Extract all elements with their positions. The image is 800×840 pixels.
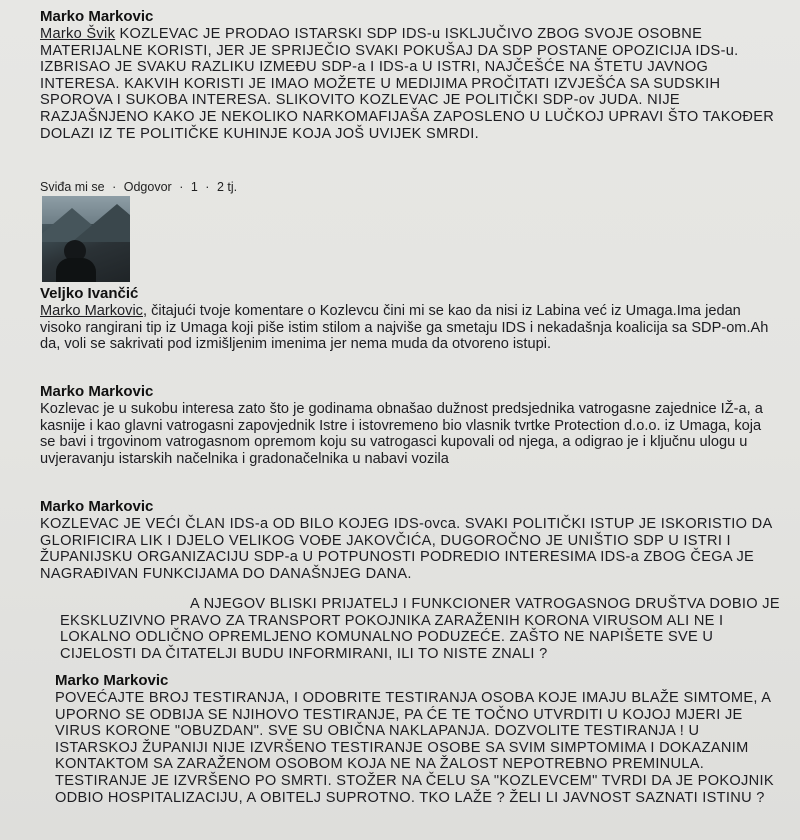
separator: · [112,180,117,194]
comment-author[interactable]: Marko Markovic [40,8,154,25]
comment-author[interactable]: Marko Markovic [55,672,169,689]
avatar-person-body [56,258,96,282]
timestamp[interactable]: 2 tj. [216,180,238,194]
mention-link[interactable]: Marko Markovic [40,303,143,319]
comment-body: KOZLEVAC JE PRODAO ISTARSKI SDP IDS-u ISKLJUČIVO ZBOG SVOJE OSOBNE MATERIJALNE KORISTI, JER JE SPRIJEČIO SVAKI POKUŠAJ DA SDP POSTANE OPOZICIJA IDS-u. IZBRISAO JE SVAKU RAZLIKU IZMEĐU SDP-a I IDS-a U ISTRI, NAJČEŠĆE NA ŠTETU JAVNOG INTERESA. KAKVIH KORISTI JE IMAO MOŽETE U MEDIJIMA PROČITATI IZVJEŠĆA SA SUDSKIH SPOROVA I SUKOBA INTERESA. SLIKOVITO KOZLEVAC JE POLITIČKI SDP-ov JUDA. NIJE RAZJAŠNJENO KAKO JE NEKOLIKO NARKOMAFIJAŠA ZAPOSLENO U LUČKOJ UPRAVI ŠTO TAKOĐER DOLAZI IZ TE POLITIČKE KUHINJE KOJA JOŠ UVIJEK SMRDI. [40,26,775,142]
comment-3 [40,383,780,467]
avatar-mountain [72,204,130,242]
mention-link[interactable]: Marko Švik [40,26,116,42]
comment-body: KOZLEVAC JE VEĆI ČLAN IDS-a OD BILO KOJEG IDS-ovca. SVAKI POLITIČKI ISTUP JE ISKORISTIO DA GLORIFICIRA LIK I DJELO VELIKOG VOĐE JAKOVČIĆA, DUGOROČNO JE UNIŠTIO SDP U ISTRI I ŽUPANIJSKU ORGANIZACIJU SDP-a U POTPUNOSTI PODREDIO INTERESIMA IDS-a ZBOG ČEGA JE NAGRAĐIVAN FUNKCIJAMA DO DANAŠNJEG DANA. [40,516,772,582]
comment-actions [40,180,241,194]
like-link[interactable]: Sviđa mi se [40,180,105,194]
comment-body: , čitajući tvoje komentare o Kozlevcu čini mi se kao da nisi iz Labina već iz Umaga.Ima jedan visoko rangirani tip iz Umaga koji piše istim stilom a najviše ga smetaju IDS i nekadašnja koalicija sa SDP-om.Ah da, voli se sakrivati pod izmišljenim imenima jer nema muda da otvoreno istupi. [40,303,769,353]
comment-4 [40,498,780,582]
separator: · [179,180,184,194]
comment-5 [60,595,780,662]
comment-text [40,303,780,353]
comment-1 [40,8,780,142]
comment-2 [40,285,780,353]
comment-author[interactable]: Marko Markovic [40,383,154,400]
comment-body: POVEĆAJTE BROJ TESTIRANJA, I ODOBRITE TESTIRANJA OSOBA KOJE IMAJU BLAŽE SIMTOME, A UPORNO SE ODBIJA SE NJIHOVO TESTIRANJE, PA ĆE TE TOČNO UTVRDITI U KOJOJ MJERI JE VIRUS KORONE "OBUZDAN". SVE SU OBIČNA NAKLAPANJA. DOZVOLITE TESTIRANJA ! U ISTARSKOJ ŽUPANIJI NIJE IZVRŠENO TESTIRANJE OSOBE SA SVIM SIMPTOMIMA I DOKAZANIM KONTAKTOM SA ZARAŽENOM OSOBOM KOJA NE NA ŽALOST NEPOTREBNO PREMINULA. TESTIRANJE JE IZVRŠENO PO SMRTI. STOŽER NA ČELU SA "KOZLEVCEM" TVRDI DA JE POKOJNIK ODBIO HOSPITALIZACIJU, A OBITELJ SUPROTNO. TKO LAŽE ? ŽELI LI JAVNOST SAZNATI ISTINU ? [55,690,774,806]
reply-link[interactable]: Odgovor [123,180,172,194]
comment-author[interactable]: Marko Markovic [40,498,154,515]
like-count: 1 [190,180,198,194]
comment-text [40,26,780,142]
separator: · [205,180,210,194]
comment-body: A NJEGOV BLISKI PRIJATELJ I FUNKCIONER VATROGASNOG DRUŠTVA DOBIO JE EKSKLUZIVNO PRAVO ZA TRANSPORT POKOJNIKA ZARAŽENIH KORONA VIRUSOM ALI NE I LOKALNO ODLIČNO OPREMLJENO KOMUNALNO PODUZEĆE. ZAŠTO NE NAPIŠETE SVE U CIJELOSTI DA ČITATELJI BUDU INFORMIRANI, ILI TO NISTE ZNALI ? [60,596,780,662]
comment-6 [55,672,785,806]
comment-body: Kozlevac je u sukobu interesa zato što je godinama obnašao dužnost predsjednika vatrogasne zajednice IŽ-a, a kasnije i kao glavni vatrogasni zapovjednik Istre i istovremeno bio vlasnik tvrtke Protection d.o.o. iz Umaga, koja se bavi i trgovinom vatrogasnom opremom koju su vatrogasci kupovali od njega, a odigrao je i ključnu ulogu u uvjeravanju istarskih načelnika i gradonačelnika u nabavi vozila [40,401,763,467]
comment-author[interactable]: Veljko Ivančić [40,285,139,302]
avatar[interactable] [42,196,130,282]
